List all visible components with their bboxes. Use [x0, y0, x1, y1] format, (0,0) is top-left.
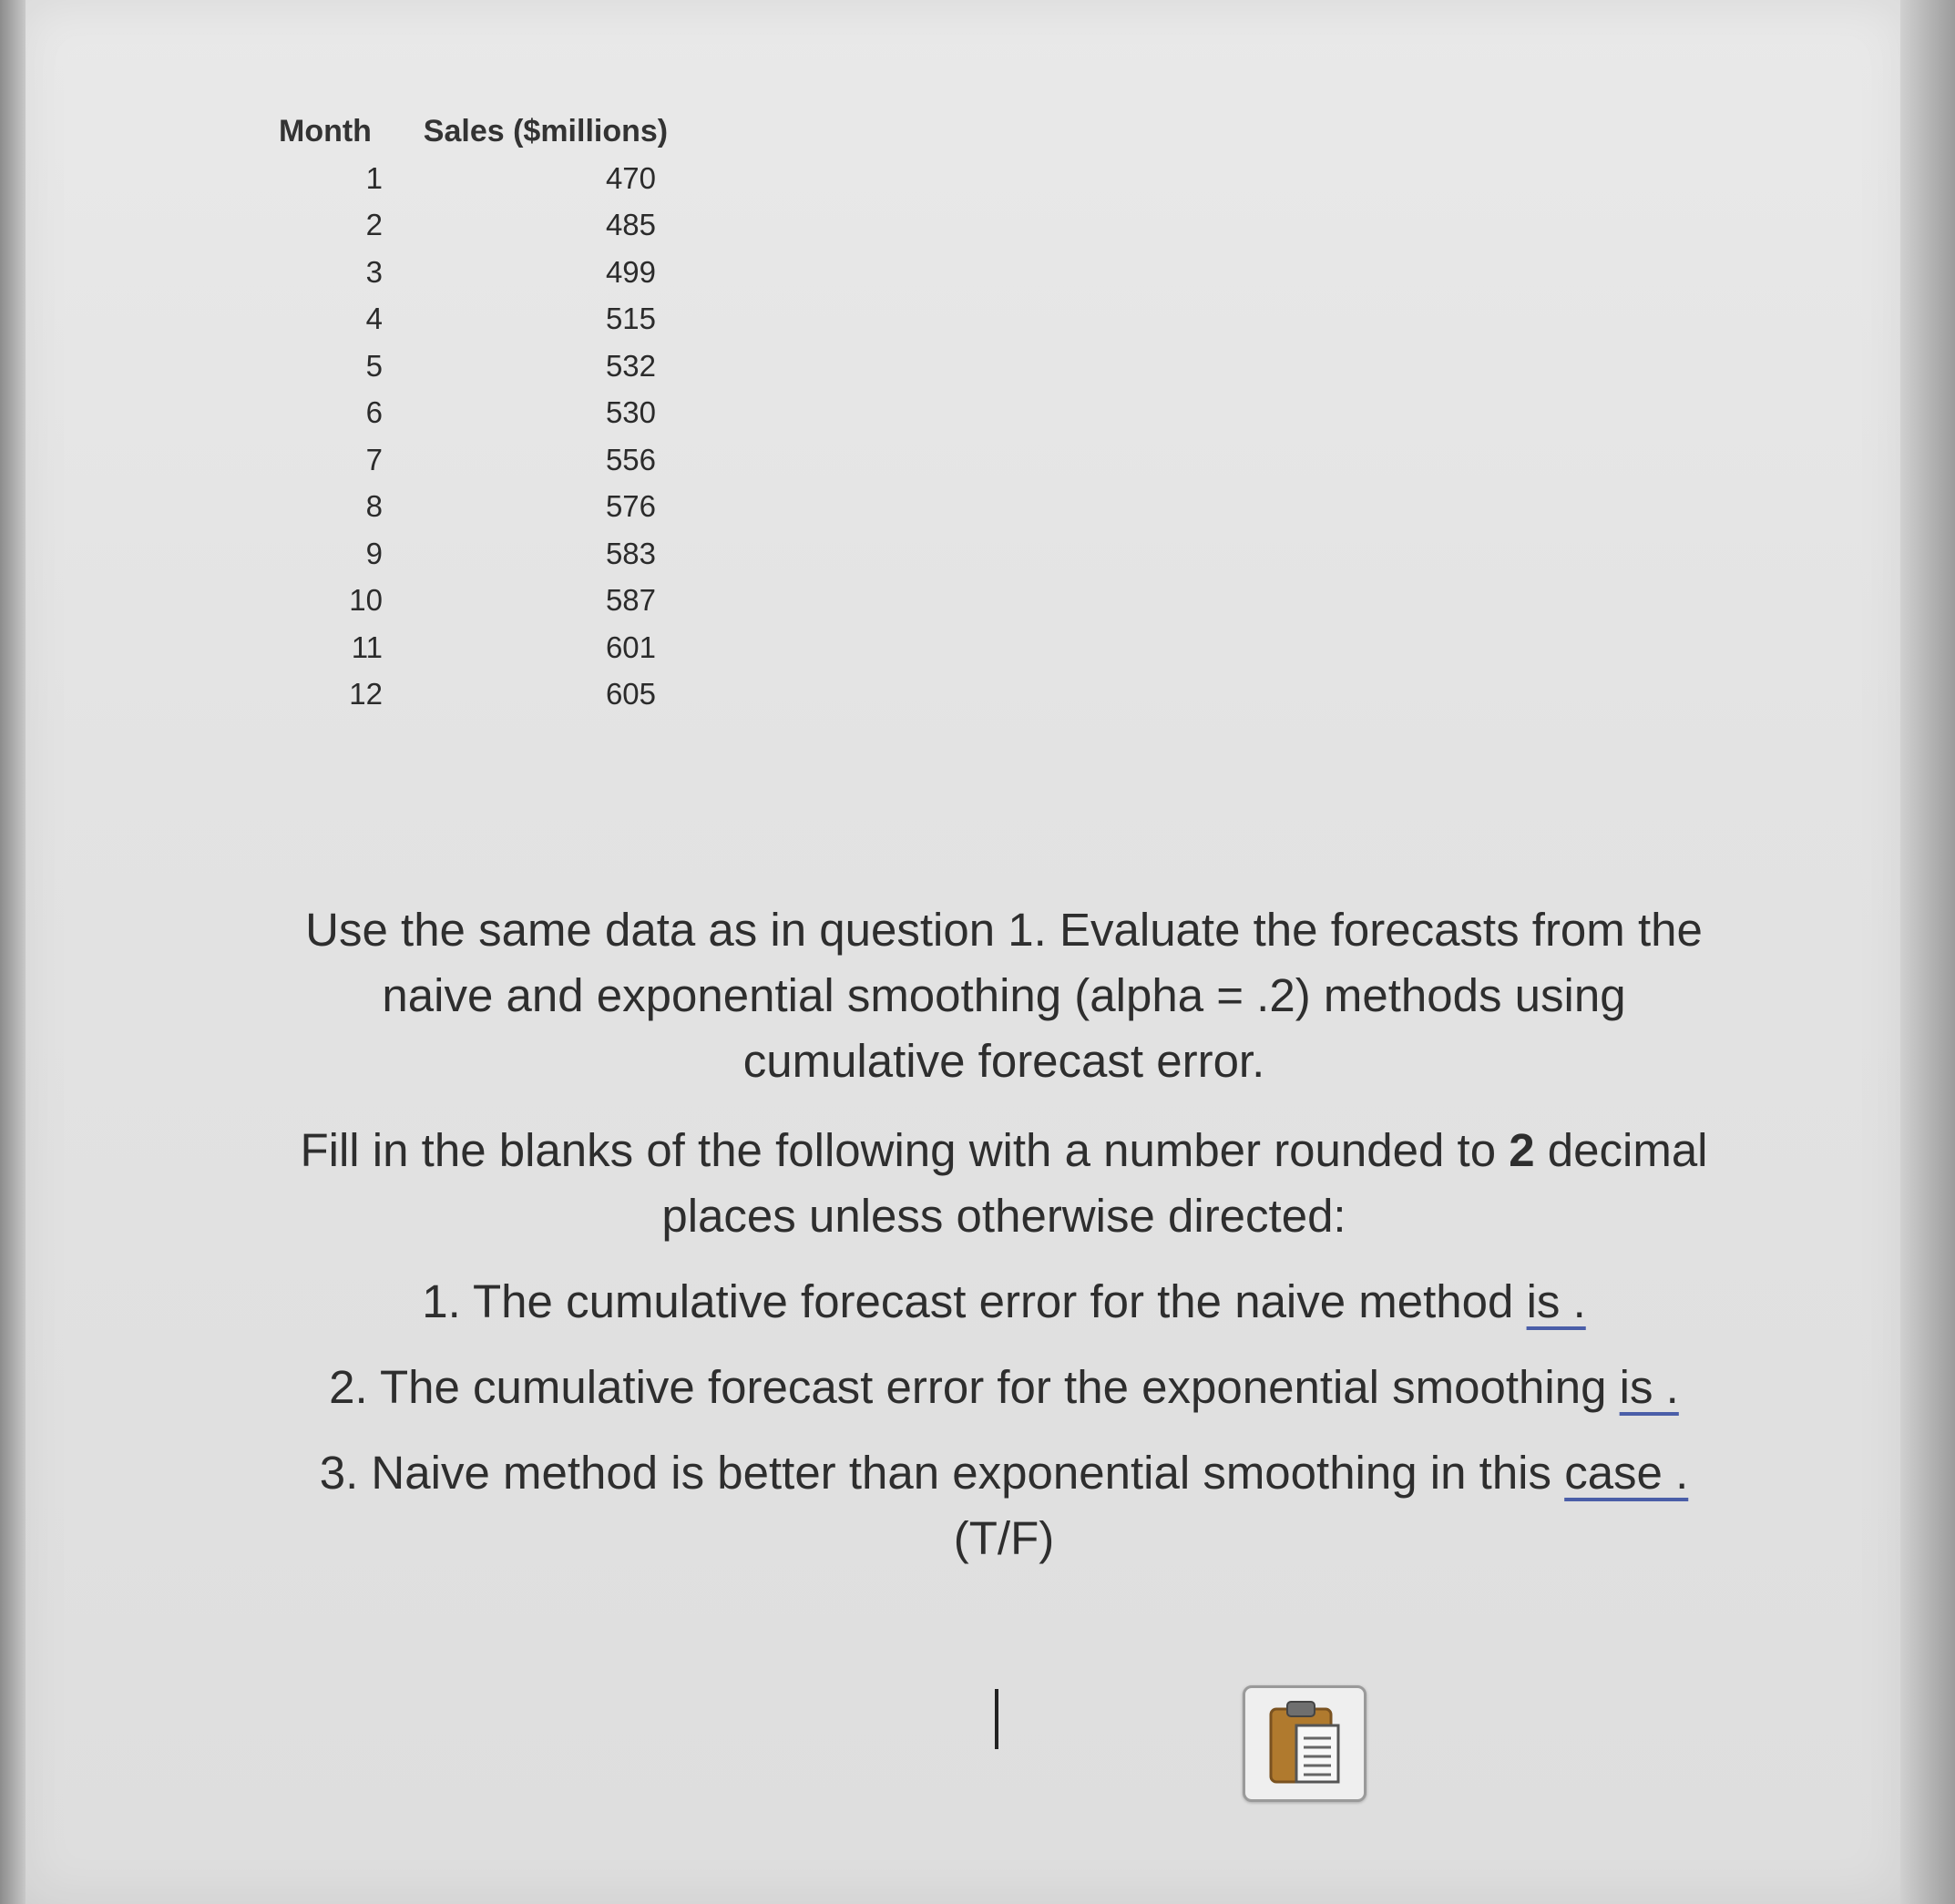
sales-cell: 470: [605, 160, 656, 195]
right-bezel: [1900, 0, 1955, 1904]
month-cell: 11: [351, 630, 383, 664]
instructions-text-a: Fill in the blanks of the following with a number rounded to: [300, 1124, 1510, 1176]
sales-cell: 485: [605, 208, 656, 242]
month-cell: 6: [365, 395, 383, 430]
sales-cell: 576: [605, 489, 656, 524]
question-item-suffix: (T/F): [953, 1512, 1055, 1564]
month-cell: 4: [365, 302, 383, 336]
table-row: [266, 530, 694, 578]
text-cursor: [995, 1689, 998, 1749]
answer-area[interactable]: [986, 1685, 1368, 1804]
month-cell: 9: [365, 536, 383, 570]
month-cell: 12: [349, 677, 383, 711]
sales-data-table: [266, 107, 694, 718]
question-intro: Use the same data as in question 1. Evaluate the forecasts from the naive and exponential smoothing (alpha = .2) methods using cumulative forecast error.: [305, 904, 1703, 1087]
month-cell: 7: [365, 442, 383, 476]
table-row: [266, 436, 694, 484]
month-cell: 3: [365, 254, 383, 289]
month-cell: 2: [365, 208, 383, 242]
sales-cell: 605: [605, 677, 656, 711]
instructions-text-b: decimal places unless otherwise directed:: [661, 1124, 1708, 1242]
sales-cell: 530: [605, 395, 656, 430]
question-item-text: 3. Naive method is better than exponential smoothing in this: [319, 1447, 1565, 1499]
table-body: [266, 155, 694, 718]
question-item-text: 1. The cumulative forecast error for the naive method: [422, 1275, 1527, 1327]
table-row: [266, 484, 694, 531]
month-cell: 1: [365, 160, 383, 195]
question-instructions: [275, 1118, 1733, 1249]
clipboard-icon: [1267, 1698, 1342, 1790]
sales-cell: 556: [605, 442, 656, 476]
table-header: [266, 107, 694, 155]
document-screen: [20, 0, 1906, 1904]
header-month: Month: [279, 113, 372, 148]
answer-blank-2[interactable]: is .: [1619, 1361, 1679, 1413]
table-row: [266, 624, 694, 671]
sales-cell: 601: [605, 630, 656, 664]
sales-cell: 583: [605, 536, 656, 570]
table-row: [266, 390, 694, 437]
left-bezel: [0, 0, 26, 1904]
question-item-3: [275, 1440, 1733, 1571]
table-row: [266, 578, 694, 625]
table-row: [266, 343, 694, 390]
month-cell: 10: [349, 583, 383, 618]
table-row: [266, 671, 694, 719]
month-cell: 5: [365, 348, 383, 383]
question-item-2: [275, 1355, 1733, 1420]
month-cell: 8: [365, 489, 383, 524]
instructions-bold-number: 2: [1509, 1124, 1535, 1176]
question-item-1: [275, 1269, 1733, 1335]
question-block: [275, 897, 1733, 1571]
sales-cell: 499: [605, 254, 656, 289]
table-row: [266, 296, 694, 343]
sales-cell: 532: [605, 348, 656, 383]
sales-cell: 515: [605, 302, 656, 336]
table-row: [266, 249, 694, 296]
sales-cell: 587: [605, 583, 656, 618]
paste-button[interactable]: [1243, 1685, 1366, 1802]
header-sales: Sales ($millions): [423, 113, 669, 148]
answer-blank-1[interactable]: is .: [1526, 1275, 1586, 1327]
question-list: [275, 1269, 1733, 1571]
table-row: [266, 155, 694, 202]
answer-blank-3[interactable]: case .: [1564, 1447, 1689, 1499]
table-row: [266, 202, 694, 250]
question-item-text: 2. The cumulative forecast error for the exponential smoothing: [329, 1361, 1620, 1413]
